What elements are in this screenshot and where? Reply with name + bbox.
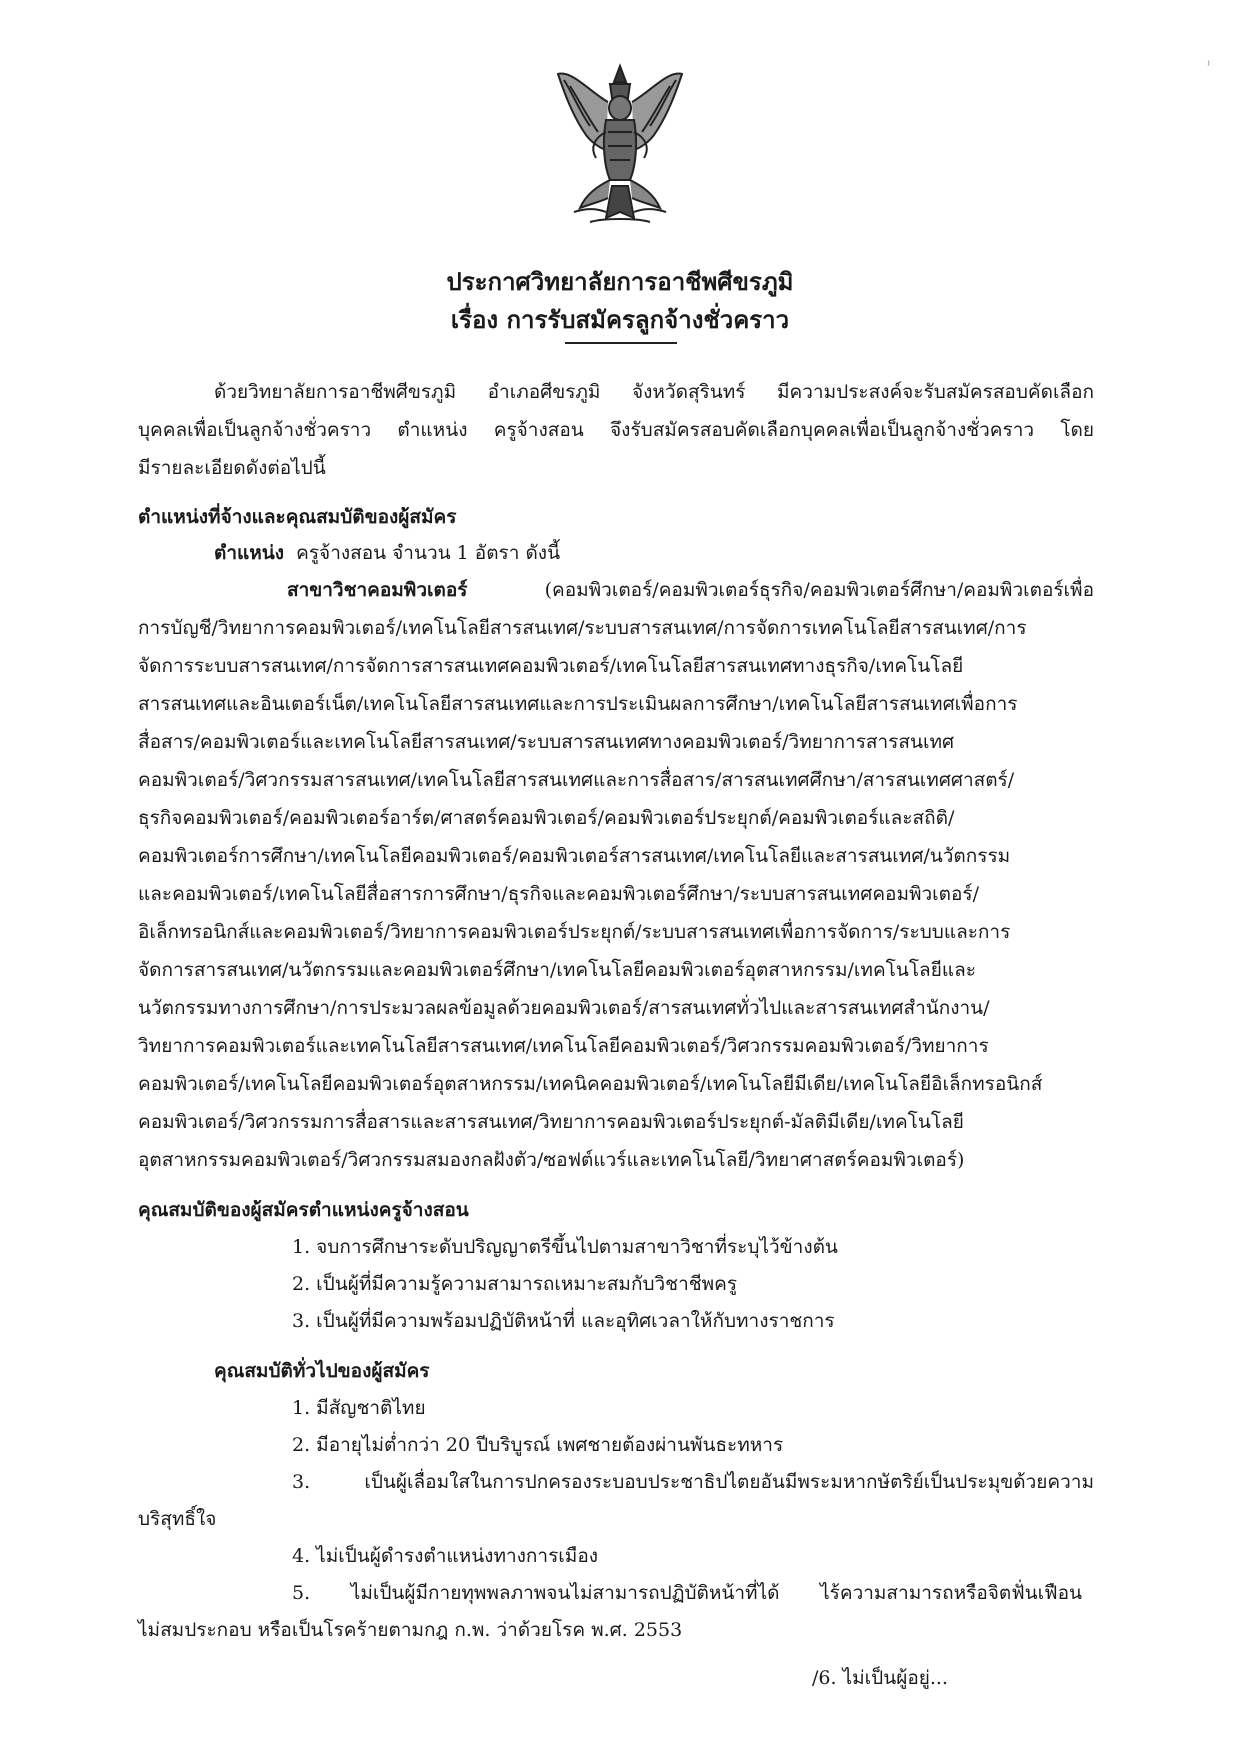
general-qualification-item: 4. ไม่เป็นผู้ดำรงตำแหน่งทางการเมือง	[292, 1545, 599, 1567]
general-qualification-continuation: ไม่สมประกอบ หรือเป็นโรคร้ายตามกฎ ก.พ. ว่าด้วยโรค พ.ศ. 2553	[138, 1619, 683, 1641]
field-line: การบัญชี/วิทยาการคอมพิวเตอร์/เทคโนโลยีสารสนเทศ/ระบบสารสนเทศ/การจัดการเทคโนโลยีสารสนเทศ/การ	[138, 617, 1027, 639]
garuda-emblem-icon	[550, 62, 690, 228]
intro-line-3: มีรายละเอียดดังต่อไปนี้	[138, 457, 326, 479]
field-line: คอมพิวเตอร์/วิศวกรรมสารสนเทศ/เทคโนโลยีสารสนเทศและการสื่อสาร/สารสนเทศศึกษา/สารสนเทศศาสตร์/	[138, 769, 1015, 791]
position-label: ตำแหน่ง	[214, 542, 285, 564]
field-label: สาขาวิชาคอมพิวเตอร์	[287, 579, 468, 601]
field-text: (คอมพิวเตอร์/คอมพิวเตอร์ธุรกิจ/คอมพิวเตอร์ศึกษา/คอมพิวเตอร์เพื่อ	[544, 579, 1094, 601]
general-qualification-item: 1. มีสัญชาติไทย	[292, 1397, 426, 1419]
field-line: สารสนเทศและอินเตอร์เน็ต/เทคโนโลยีสารสนเทศและการประเมินผลการศึกษา/เทคโนโลยีสารสนเทศเพื่อการ	[138, 693, 1018, 715]
position-heading: ตำแหน่งที่จ้างและคุณสมบัติของผู้สมัคร	[138, 506, 457, 528]
position-row	[214, 540, 560, 566]
general-qualifications-heading: คุณสมบัติทั่วไปของผู้สมัคร	[214, 1360, 430, 1382]
intro-line-2: บุคคลเพื่อเป็นลูกจ้างชั่วคราว ตำแหน่ง ครูจ้างสอน จึงรับสมัครสอบคัดเลือกบุคคลเพื่อเป็นลูกจ้างชั่วคราว โดย	[138, 419, 1094, 441]
field-line: คอมพิวเตอร์/วิศวกรรมการสื่อสารและสารสนเทศ/วิทยาการคอมพิวเตอร์ประยุกต์-มัลติมีเดีย/เทคโนโลยี	[138, 1111, 964, 1133]
field-line-0	[287, 577, 1094, 603]
field-line: อุตสาหกรรมคอมพิวเตอร์/วิศวกรรมสมองกลฝังตัว/ซอฟต์แวร์และเทคโนโลยี/วิทยาศาสตร์คอมพิวเตอร์)	[138, 1149, 965, 1171]
field-line: จัดการระบบสารสนเทศ/การจัดการสารสนเทศคอมพิวเตอร์/เทคโนโลยีสารสนเทศทางธุรกิจ/เทคโนโลยี	[138, 655, 964, 677]
general-qualification-item: 2. มีอายุไม่ต่ำกว่า 20 ปีบริบูรณ์ เพศชายต้องผ่านพันธะทหาร	[292, 1434, 784, 1456]
announcement-title: ประกาศวิทยาลัยการอาชีพศีขรภูมิ	[446, 267, 794, 296]
field-line: คอมพิวเตอร์/เทคโนโลยีคอมพิวเตอร์อุตสาหกรรม/เทคนิคคอมพิวเตอร์/เทคโนโลยีมีเดีย/เทคโนโลยีอิเล็กทรอนิกส์	[138, 1073, 1043, 1095]
general-qualification-item: 3. เป็นผู้เลื่อมใสในการปกครองระบอบประชาธิปไตยอันมีพระมหากษัตริย์เป็นประมุขด้วยความ	[292, 1471, 1094, 1493]
field-line: นวัตกรรมทางการศึกษา/การประมวลผลข้อมูลด้วยคอมพิวเตอร์/สารสนเทศทั่วไปและสารสนเทศสำนักงาน/	[138, 997, 990, 1019]
field-line: สื่อสาร/คอมพิวเตอร์และเทคโนโลยีสารสนเทศ/ระบบสารสนเทศทางคอมพิวเตอร์/วิทยาการสารสนเทศ	[138, 731, 955, 753]
field-line: วิทยาการคอมพิวเตอร์และเทคโนโลยีสารสนเทศ/เทคโนโลยีคอมพิวเตอร์/วิศวกรรมคอมพิวเตอร์/วิทยาการ	[138, 1035, 989, 1057]
teacher-qualification-item: 1. จบการศึกษาระดับปริญญาตรีขึ้นไปตามสาขาวิชาที่ระบุไว้ข้างต้น	[292, 1236, 838, 1258]
teacher-qualifications-heading: คุณสมบัติของผู้สมัครตำแหน่งครูจ้างสอน	[138, 1199, 469, 1221]
general-qualification-continuation: บริสุทธิ์ใจ	[138, 1508, 217, 1530]
general-qualification-item: 5. ไม่เป็นผู้มีกายทุพพลภาพจนไม่สามารถปฏิบัติหน้าที่ได้ ไร้ความสามารถหรือจิตฟั่นเฟือน	[292, 1582, 1082, 1604]
field-line: อิเล็กทรอนิกส์และคอมพิวเตอร์/วิทยาการคอมพิวเตอร์ประยุกต์/ระบบสารสนเทศเพื่อการจัดการ/ระบบและการ	[138, 921, 1011, 943]
teacher-qualification-item: 2. เป็นผู้ที่มีความรู้ความสามารถเหมาะสมกับวิชาชีพครู	[292, 1273, 738, 1295]
title-underline	[565, 342, 677, 344]
corner-mark: ⁾	[1207, 58, 1210, 72]
field-line: คอมพิวเตอร์การศึกษา/เทคโนโลยีคอมพิวเตอร์/คอมพิวเตอร์สารสนเทศ/เทคโนโลยีและสารสนเทศ/นวัตกรรม	[138, 845, 1011, 867]
field-line: จัดการสารสนเทศ/นวัตกรรมและคอมพิวเตอร์ศึกษา/เทคโนโลยีคอมพิวเตอร์อุตสาหกรรม/เทคโนโลยีและ	[138, 959, 976, 981]
intro-line-1: ด้วยวิทยาลัยการอาชีพศีขรภูมิ อำเภอศีขรภูมิ จังหวัดสุรินทร์ มีความประสงค์จะรับสมัครสอบคัดเลือก	[214, 381, 1094, 403]
announcement-subject: เรื่อง การรับสมัครลูกจ้างชั่วคราว	[450, 305, 790, 334]
page-continuation: /6. ไม่เป็นผู้อยู่...	[812, 1667, 948, 1689]
teacher-qualification-item: 3. เป็นผู้ที่มีความพร้อมปฏิบัติหน้าที่ และอุทิศเวลาให้กับทางราชการ	[292, 1310, 835, 1332]
position-value: ครูจ้างสอน จำนวน 1 อัตรา ดังนี้	[296, 542, 561, 564]
field-line: และคอมพิวเตอร์/เทคโนโลยีสื่อสารการศึกษา/ธุรกิจและคอมพิวเตอร์ศึกษา/ระบบสารสนเทศคอมพิวเตอร์/	[138, 883, 980, 905]
field-line: ธุรกิจคอมพิวเตอร์/คอมพิวเตอร์อาร์ต/ศาสตร์คอมพิวเตอร์/คอมพิวเตอร์ประยุกต์/คอมพิวเตอร์และสถิติ/	[138, 807, 955, 829]
